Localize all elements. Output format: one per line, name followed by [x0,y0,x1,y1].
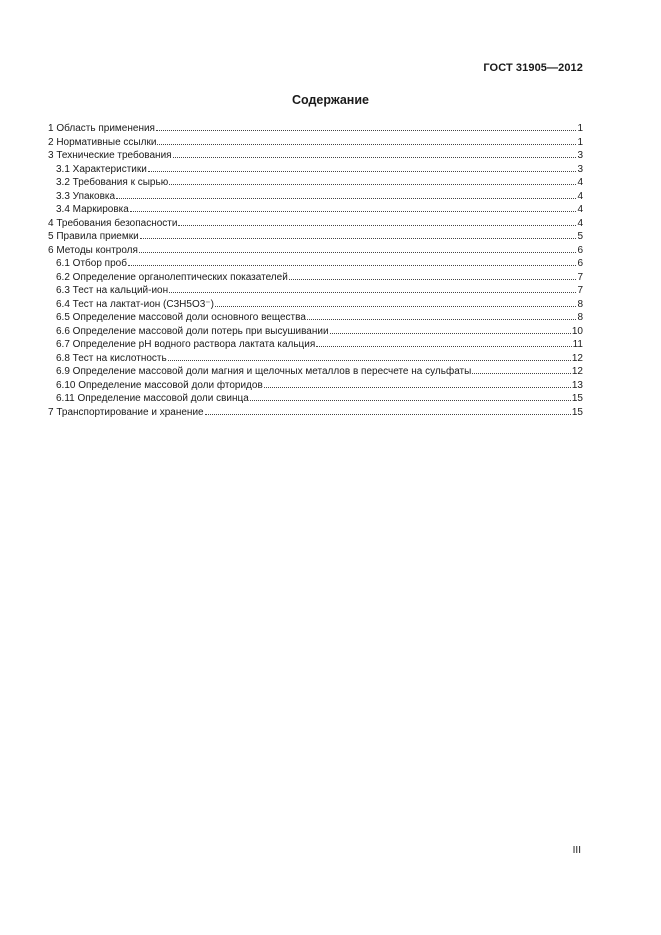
toc-entry-page: 4 [577,217,583,229]
toc-entry-page: 3 [577,163,583,175]
toc-entry-label: 6 Методы контроля [48,244,138,256]
toc-entry[interactable] [48,337,583,351]
toc-entry-page: 13 [571,379,583,391]
toc-entry[interactable] [48,283,583,297]
toc-entry[interactable] [48,202,583,216]
toc-entry-page: 1 [577,136,583,148]
toc-entry-label: 6.3 Тест на кальций-ион [56,285,169,296]
toc-entry[interactable] [48,229,583,243]
toc-leader-dots [169,175,576,185]
toc-entry[interactable] [48,297,583,311]
toc-entry[interactable] [48,364,583,378]
toc-entry-label: 3.4 Маркировка [56,204,129,215]
toc-entry-page: 15 [571,406,583,418]
toc-leader-dots [140,229,577,239]
table-of-contents [48,121,583,418]
toc-entry-page: 11 [572,339,583,350]
toc-entry-page: 3 [577,150,583,161]
toc-leader-dots [250,391,571,401]
toc-entry-page: 7 [577,271,583,283]
toc-entry[interactable] [48,270,583,284]
toc-entry-page: 12 [571,352,583,364]
page-title: Содержание [291,93,369,107]
toc-leader-dots [264,378,571,388]
toc-entry-label: 3.2 Требования к сырью [56,177,169,188]
toc-entry[interactable] [48,135,583,149]
document-code: ГОСТ 31905—2012 [483,62,583,74]
toc-entry[interactable] [48,310,583,324]
toc-leader-dots [307,310,577,320]
toc-leader-dots [178,216,576,226]
toc-entry-label: 3.3 Упаковка [56,190,116,202]
toc-entry-page: 5 [577,231,583,242]
toc-leader-dots [472,364,571,374]
toc-entry[interactable] [48,256,583,270]
toc-entry[interactable] [48,121,583,135]
toc-entry-label: 6.11 Определение массовой доли свинца [56,393,249,404]
toc-entry-page: 7 [577,285,583,296]
toc-entry-label: 4 Требования безопасности [48,217,178,229]
toc-entry-page: 4 [577,204,583,215]
toc-leader-dots [205,405,571,415]
toc-entry-label: 3.1 Характеристики [56,163,147,175]
toc-entry-label: 6.10 Определение массовой доли фторидов [56,379,263,391]
toc-entry[interactable] [48,378,583,392]
toc-entry[interactable] [48,148,583,162]
toc-entry-label: 6.9 Определение массовой доли магния и щелочных металлов в пересчете на сульфаты [56,366,472,377]
toc-entry-page: 10 [571,325,583,337]
toc-entry-label: 6.7 Определение pH водного раствора лактата кальция [56,339,316,350]
toc-entry[interactable] [48,216,583,230]
toc-entry-label: 1 Область применения [48,123,155,134]
toc-leader-dots [215,297,577,307]
toc-entry-page: 4 [577,177,583,188]
toc-entry-page: 1 [577,123,583,134]
toc-entry-page: 8 [577,312,583,323]
toc-entry[interactable] [48,324,583,338]
toc-entry-page: 12 [571,366,583,377]
toc-entry-page: 6 [577,258,583,269]
toc-entry-page: 8 [577,298,583,310]
toc-leader-dots [128,256,577,266]
toc-entry[interactable] [48,175,583,189]
toc-entry-label: 6.8 Тест на кислотность [56,352,167,364]
toc-leader-dots [148,162,577,172]
toc-entry[interactable] [48,162,583,176]
toc-leader-dots [168,351,571,361]
toc-leader-dots [157,135,576,145]
toc-leader-dots [116,189,576,199]
toc-entry[interactable] [48,405,583,419]
toc-leader-dots [316,337,571,347]
toc-leader-dots [130,202,577,212]
toc-leader-dots [169,283,576,293]
toc-entry-label: 2 Нормативные ссылки [48,136,157,148]
toc-entry-label: 6.1 Отбор проб [56,258,127,269]
toc-entry[interactable] [48,189,583,203]
toc-entry[interactable] [48,351,583,365]
toc-entry[interactable] [48,391,583,405]
toc-entry-label: 5 Правила приемки [48,231,139,242]
toc-leader-dots [173,148,577,158]
toc-entry-label: 3 Технические требования [48,150,172,161]
toc-leader-dots [289,270,577,280]
toc-leader-dots [139,243,577,253]
toc-entry-label: 6.6 Определение массовой доли потерь при высушивании [56,325,329,337]
toc-leader-dots [156,121,576,131]
page-number: III [572,845,581,856]
toc-entry-page: 4 [577,190,583,202]
toc-entry-label: 6.4 Тест на лактат-ион (C3H5O3⁻) [56,298,214,310]
toc-entry-label: 7 Транспортирование и хранение [48,406,204,418]
toc-entry-label: 6.2 Определение органолептических показателей [56,271,288,283]
toc-entry-page: 15 [571,393,583,404]
toc-leader-dots [330,324,571,334]
toc-entry-page: 6 [577,244,583,256]
toc-entry-label: 6.5 Определение массовой доли основного вещества [56,312,306,323]
toc-entry[interactable] [48,243,583,257]
